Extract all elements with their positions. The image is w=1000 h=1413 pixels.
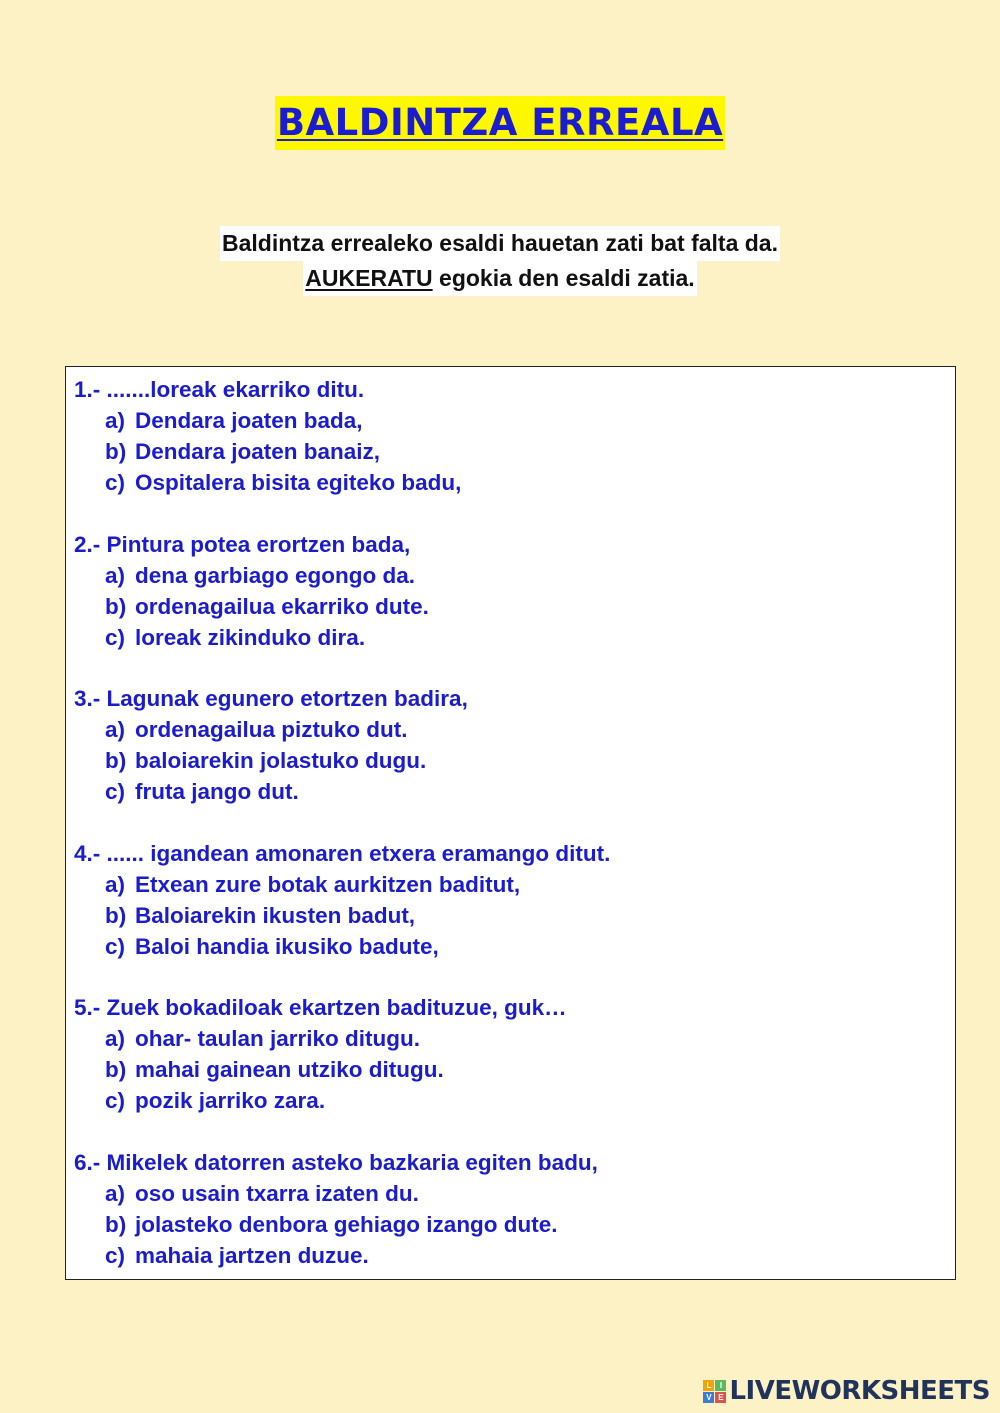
option-letter: b) (105, 1211, 127, 1237)
instructions-line-2 (303, 261, 696, 296)
option-text: Baloiarekin ikusten badut, (135, 902, 416, 928)
option-text: pozik jarriko zara. (135, 1088, 326, 1114)
logo-icon (703, 1380, 726, 1403)
answer-option-b[interactable] (74, 900, 934, 931)
instructions-line-2-rest: egokia den esaldi zatia. (432, 265, 695, 291)
question-text: 2.- Pintura potea erortzen bada, (74, 531, 411, 557)
question-text: 1.- .......loreak ekarriko ditu. (74, 377, 365, 402)
option-letter: c) (105, 779, 126, 805)
option-text: Dendara joaten bada, (135, 408, 363, 433)
answer-option-b[interactable] (74, 591, 934, 622)
answer-option-c[interactable] (74, 1085, 934, 1116)
logo-icon-tile: V (703, 1392, 714, 1403)
question-text: 5.- Zuek bokadiloak ekartzen badituzue, guk… (74, 995, 567, 1021)
option-text: mahaia jartzen duzue. (135, 1242, 369, 1268)
option-text: Ospitalera bisita egiteko badu, (135, 470, 462, 495)
logo-icon-tile: I (715, 1380, 726, 1391)
option-text: baloiarekin jolastuko dugu. (135, 748, 427, 774)
option-text: loreak zikinduko dira. (135, 624, 366, 650)
answer-option-b[interactable] (74, 1054, 934, 1085)
question-4 (74, 838, 934, 993)
answer-option-c[interactable] (74, 931, 934, 962)
question-2 (74, 529, 934, 684)
option-text: dena garbiago egongo da. (135, 562, 416, 588)
option-letter: b) (105, 593, 127, 619)
answer-option-a[interactable] (74, 405, 934, 436)
option-letter: c) (105, 1242, 126, 1268)
answer-option-b[interactable] (74, 1209, 934, 1240)
instructions-keyword: AUKERATU (305, 265, 433, 291)
title-container (0, 96, 1000, 150)
option-letter: a) (105, 408, 126, 433)
worksheet-title: BALDINTZA ERREALA (275, 96, 725, 150)
question-1 (74, 374, 934, 529)
logo-icon-tile: E (715, 1392, 726, 1403)
question-list (74, 374, 934, 1302)
option-letter: b) (105, 439, 127, 464)
option-letter: a) (105, 1026, 126, 1052)
option-letter: c) (105, 933, 126, 959)
question-text: 6.- Mikelek datorren asteko bazkaria egiten badu, (74, 1149, 598, 1175)
liveworksheets-logo (703, 1376, 990, 1406)
option-letter: c) (105, 1088, 126, 1114)
instructions (0, 226, 1000, 296)
option-text: ordenagailua ekarriko dute. (135, 593, 429, 619)
option-letter: c) (105, 470, 126, 495)
question-3 (74, 683, 934, 838)
option-text: Etxean zure botak aurkitzen baditut, (135, 871, 521, 897)
answer-option-c[interactable] (74, 622, 934, 653)
answer-option-c[interactable] (74, 776, 934, 807)
option-text: ohar- taulan jarriko ditugu. (135, 1026, 421, 1052)
answer-option-b[interactable] (74, 745, 934, 776)
question-text: 4.- ...... igandean amonaren etxera eramango ditut. (74, 840, 611, 866)
answer-option-c[interactable] (74, 1240, 934, 1271)
option-text: mahai gainean utziko ditugu. (135, 1057, 444, 1083)
answer-option-a[interactable] (74, 1023, 934, 1054)
option-letter: a) (105, 717, 126, 743)
question-6 (74, 1147, 934, 1302)
option-letter: a) (105, 562, 126, 588)
answer-option-a[interactable] (74, 869, 934, 900)
option-letter: b) (105, 902, 127, 928)
option-letter: b) (105, 748, 127, 774)
answer-option-c[interactable] (74, 467, 934, 498)
question-5 (74, 992, 934, 1147)
answer-option-a[interactable] (74, 560, 934, 591)
logo-text: LIVEWORKSHEETS (729, 1376, 990, 1406)
instructions-line-1: Baldintza errealeko esaldi hauetan zati bat falta da. (220, 226, 780, 261)
answer-option-b[interactable] (74, 436, 934, 467)
option-text: Dendara joaten banaiz, (135, 439, 381, 464)
logo-icon-tile: L (703, 1380, 714, 1391)
option-text: jolasteko denbora gehiago izango dute. (135, 1211, 558, 1237)
option-letter: a) (105, 871, 126, 897)
question-text: 3.- Lagunak egunero etortzen badira, (74, 686, 468, 712)
option-text: Baloi handia ikusiko badute, (135, 933, 439, 959)
option-text: fruta jango dut. (135, 779, 299, 805)
answer-option-a[interactable] (74, 714, 934, 745)
option-letter: c) (105, 624, 126, 650)
answer-option-a[interactable] (74, 1178, 934, 1209)
option-letter: b) (105, 1057, 127, 1083)
option-text: oso usain txarra izaten du. (135, 1180, 419, 1206)
option-text: ordenagailua piztuko dut. (135, 717, 408, 743)
option-letter: a) (105, 1180, 126, 1206)
